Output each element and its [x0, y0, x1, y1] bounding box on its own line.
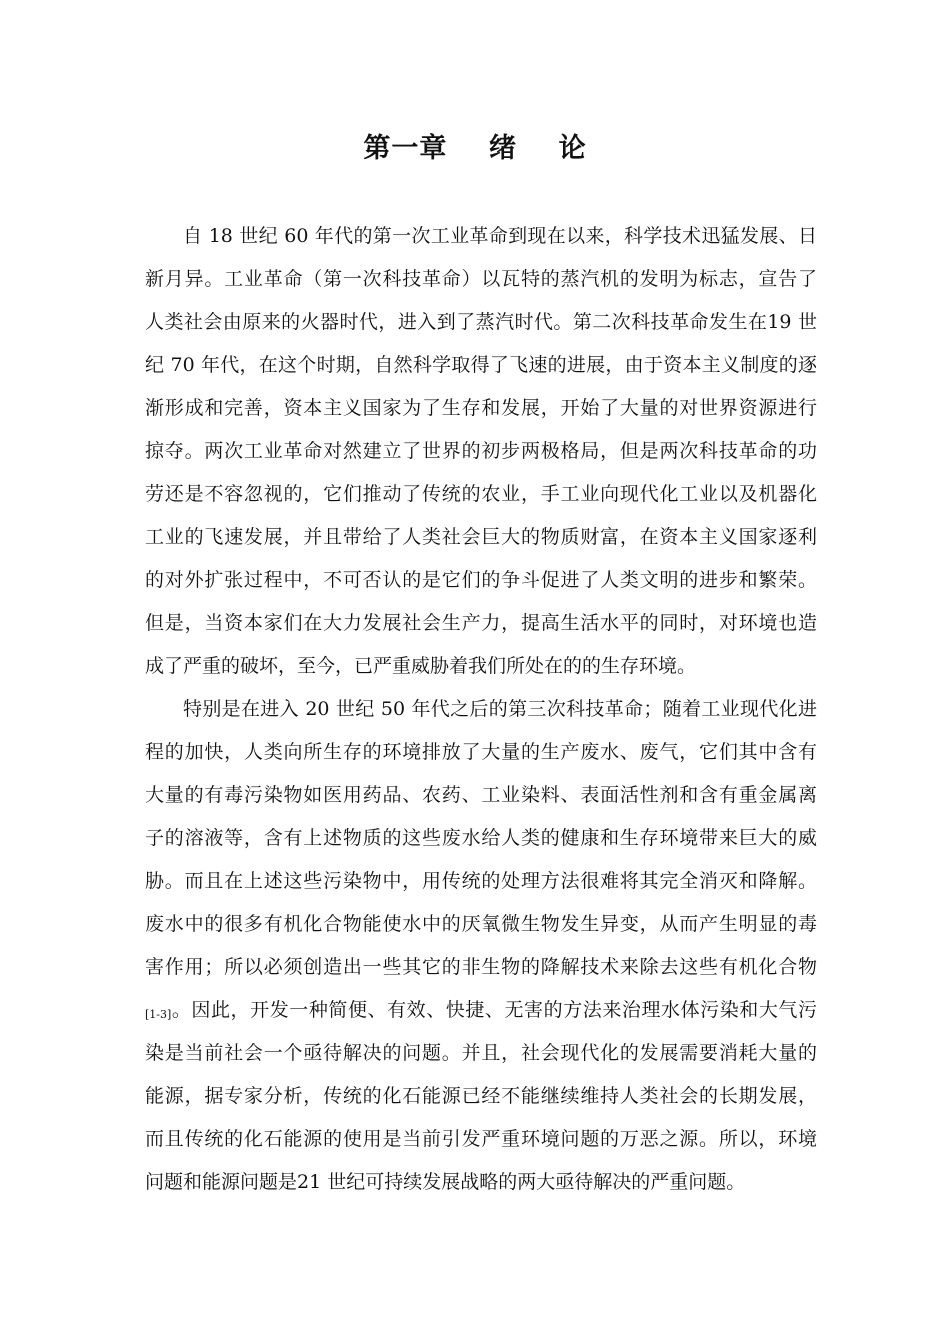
- paragraph-2-line-6: 废水中的很多有机化合物能使水中的厌氧微生物发生异变，从而产生明显的毒: [145, 913, 817, 935]
- paragraph-2-line-4: 子的溶液等，含有上述物质的这些废水给人类的健康和生存环境带来巨大的威: [145, 827, 817, 849]
- paragraph-1-line-2: 新月异。工业革命（第一次科技革命）以瓦特的蒸汽机的发明为标志，宣告了: [145, 268, 817, 290]
- paragraph-2-line-10: 能源，据专家分析，传统的化石能源已经不能继续维持人类社会的长期发展，: [145, 1085, 817, 1107]
- paragraph-1-line-5: 渐形成和完善，资本主义国家为了生存和发展，开始了大量的对世界资源进行: [145, 397, 817, 419]
- paragraph-1-line-6: 掠夺。两次工业革命对然建立了世界的初步两极格局，但是两次科技革命的功: [145, 440, 817, 462]
- paragraph-2-line-9: 染是当前社会一个亟待解决的问题。并且，社会现代化的发展需要消耗大量的: [145, 1042, 817, 1064]
- paragraph-1-line-11: 成了严重的破坏，至今，已严重威胁着我们所处在的的生存环境。: [145, 655, 697, 677]
- paragraph-2-line-8-text: 。因此，开发一种简便、有效、快捷、无害的方法来治理水体污染和大气污: [171, 999, 817, 1021]
- paragraph-1-line-9: 的对外扩张过程中，不可否认的是它们的争斗促进了人类文明的进步和繁荣。: [145, 569, 817, 591]
- paragraph-1-line-1: 自 18 世纪 60 年代的第一次工业革命到现在以来，科学技术迅猛发展、日: [183, 225, 817, 247]
- paragraph-2-line-2: 程的加快，人类向所生存的环境排放了大量的生产废水、废气，它们其中含有: [145, 741, 817, 763]
- paragraph-1-line-7: 劳还是不容忽视的，它们推动了传统的农业，手工业向现代化工业以及机器化: [145, 483, 817, 505]
- citation-ref: [1-3]: [145, 1008, 172, 1021]
- paragraph-2-line-1: 特别是在进入 20 世纪 50 年代之后的第三次科技革命；随着工业现代化进: [183, 698, 817, 720]
- paragraph-1-line-10: 但是，当资本家们在大力发展社会生产力，提高生活水平的同时，对环境也造: [145, 612, 817, 634]
- paragraph-2-line-12: 问题和能源问题是21 世纪可持续发展战略的两大亟待解决的严重问题。: [145, 1171, 746, 1193]
- paragraph-2-line-7: 害作用；所以必须创造出一些其它的非生物的降解技术来除去这些有机化合物: [145, 956, 817, 978]
- paragraph-2-line-3: 大量的有毒污染物如医用药品、农药、工业染料、表面活性剂和含有重金属离: [145, 784, 817, 806]
- chapter-title: 第一章 绪 论: [363, 133, 587, 164]
- paragraph-1-line-3: 人类社会由原来的火器时代，进入到了蒸汽时代。第二次科技革命发生在19 世: [145, 311, 817, 333]
- paragraph-1-line-8: 工业的飞速发展，并且带给了人类社会巨大的物质财富，在资本主义国家逐利: [145, 526, 817, 548]
- paragraph-2-line-8: [145, 996, 817, 1024]
- paragraph-2-line-11: 而且传统的化石能源的使用是当前引发严重环境问题的万恶之源。所以，环境: [145, 1128, 817, 1150]
- paragraph-1-line-4: 纪 70 年代，在这个时期，自然科学取得了飞速的进展，由于资本主义制度的逐: [145, 354, 817, 376]
- paragraph-2-line-5: 胁。而且在上述这些污染物中，用传统的处理方法很难将其完全消灭和降解。: [145, 870, 817, 892]
